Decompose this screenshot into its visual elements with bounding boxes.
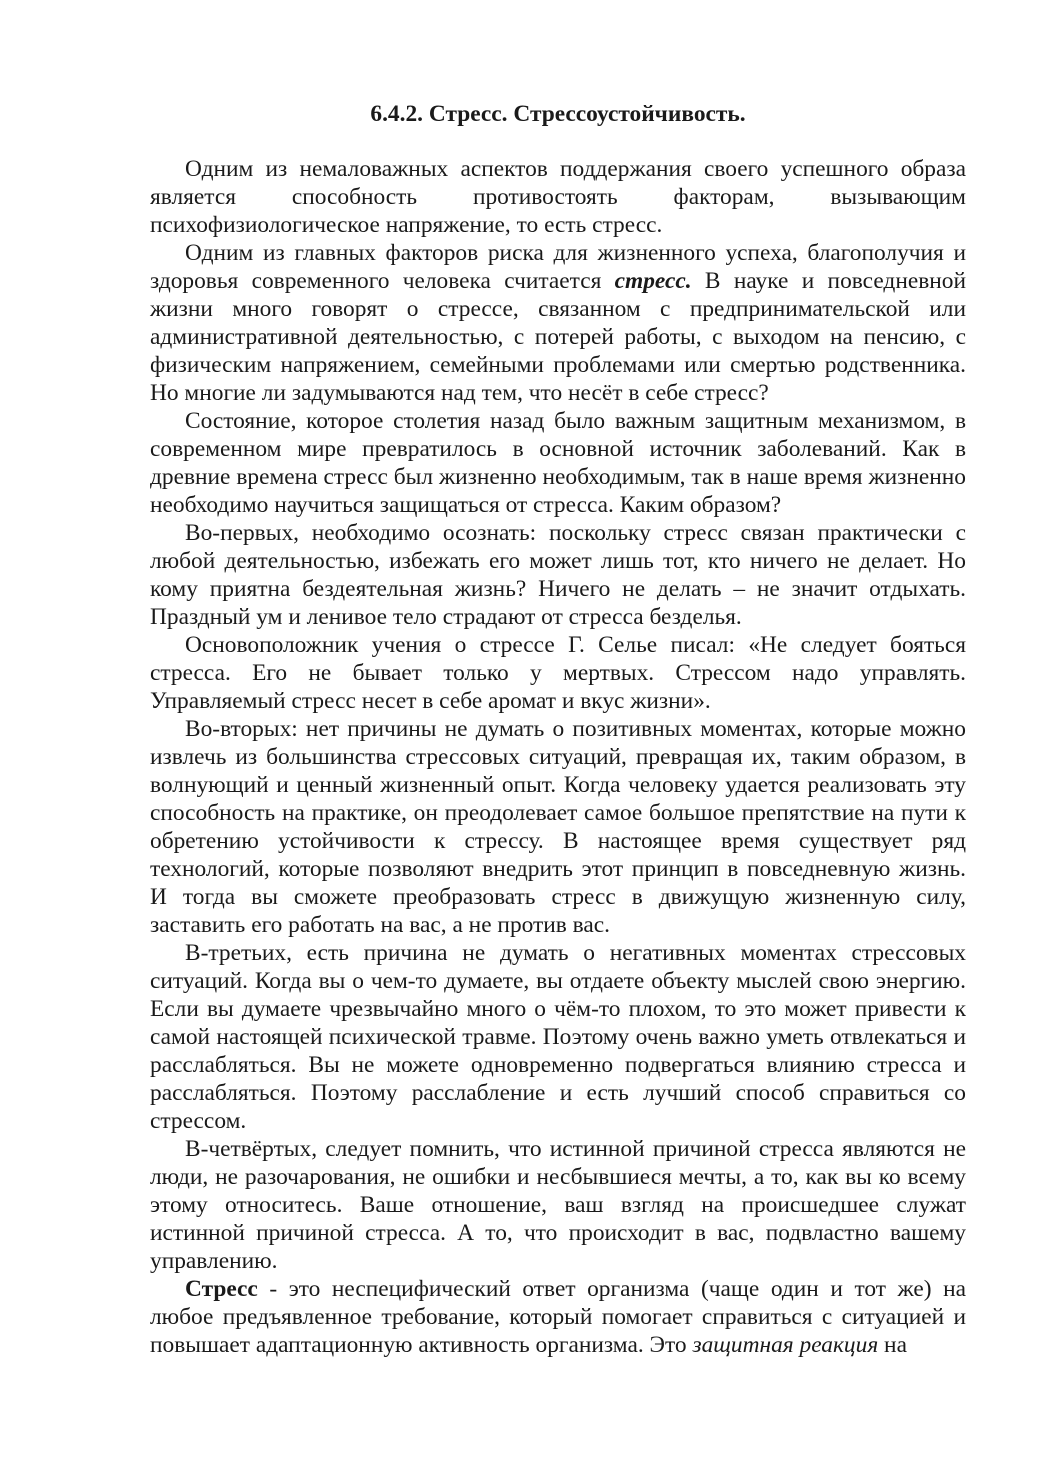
- paragraph-9: [150, 1275, 966, 1359]
- emphasized-term-defense-reaction: защитная реакция: [692, 1332, 879, 1358]
- paragraph-text: В-четвёртых, следует помнить, что истинной причиной стресса являются не люди, не разочарования, не ошибки и несбывшиеся мечты, а то, как вы ко всему этому относитесь. Ваше отношение, ваш взгляд на происшедшее служат истинной причиной стресса. А то, что происходит в вас, подвластно вашему управлению.: [150, 1136, 966, 1274]
- paragraph-6: [150, 715, 966, 939]
- paragraph-text: В науке и повседневной жизни много говорят о стрессе, связанном с предпринимательской или административной деятельностью, с потерей работы, с выходом на пенсию, с физическим напряжением, семейными проблемами или смертью родственника. Но многие ли задумываются над тем, что несёт в себе стресс?: [150, 268, 966, 406]
- paragraph-text: - это неспецифический ответ организма (чаще один и тот же) на любое предъявленное требование, который помогает справиться с ситуацией и повышает адаптационную активность организма. Это: [150, 1276, 966, 1358]
- paragraph-text: В-третьих, есть причина не думать о негативных моментах стрессовых ситуаций. Когда вы о чем-то думаете, вы отдаете объекту мыслей свою энергию. Если вы думаете чрезвычайно много о чём-то плохом, то это может привести к самой настоящей психической травме. Поэтому очень важно уметь отвлекаться и расслабляться. Вы не можете одновременно подвергаться влиянию стресса и расслабляться. Поэтому расслабление и есть лучший способ справиться со стрессом.: [150, 940, 966, 1134]
- paragraph-2: [150, 239, 966, 407]
- paragraph-7: [150, 939, 966, 1135]
- paragraph-text: на: [878, 1332, 907, 1358]
- paragraph-4: [150, 519, 966, 631]
- paragraph-5: [150, 631, 966, 715]
- paragraph-8: [150, 1135, 966, 1275]
- paragraph-3: [150, 407, 966, 519]
- paragraph-text: Основоположник учения о стрессе Г. Селье писал: «Не следует бояться стресса. Его не бывает только у мертвых. Стрессом надо управлять. Управляемый стресс несет в себе аромат и вкус жизни».: [150, 632, 966, 714]
- paragraph-text: Во-первых, необходимо осознать: поскольку стресс связан практически с любой деятельностью, избежать его может лишь тот, кто ничего не делает. Но кому приятна бездеятельная жизнь? Ничего не делать – не значит отдыхать. Праздный ум и ленивое тело страдают от стресса безделья.: [150, 520, 966, 630]
- paragraph-text: Одним из немаловажных аспектов поддержания своего успешного образа является способность противостоять факторам, вызывающим психофизиологическое напряжение, то есть стресс.: [150, 156, 966, 238]
- document-page: [150, 100, 966, 1359]
- emphasized-term-stress: стресс.: [614, 268, 692, 294]
- paragraph-text: Состояние, которое столетия назад было важным защитным механизмом, в современном мире превратилось в основной источник заболеваний. Как в древние времена стресс был жизненно необходимым, так в наше время жизненно необходимо научиться защищаться от стресса. Каким образом?: [150, 408, 966, 518]
- paragraph-1: [150, 155, 966, 239]
- section-title: 6.4.2. Стресс. Стрессоустойчивость.: [370, 101, 746, 127]
- paragraph-text: Одним из главных факторов риска для жизненного успеха, благополучия и здоровья современного человека считается: [150, 240, 966, 294]
- paragraph-text: Во-вторых: нет причины не думать о позитивных моментах, которые можно извлечь из большинства стрессовых ситуаций, превращая их, таким образом, в волнующий и ценный жизненный опыт. Когда человеку удается реализовать эту способность на практике, он преодолевает самое большое препятствие на пути к обретению устойчивости к стрессу. В настоящее время существует ряд технологий, которые позволяют внедрить этот принцип в повседневную жизнь. И тогда вы сможете преобразовать стресс в движущую жизненную силу, заставить его работать на вас, а не против вас.: [150, 716, 966, 938]
- definition-term-stress: Стресс: [185, 1276, 258, 1302]
